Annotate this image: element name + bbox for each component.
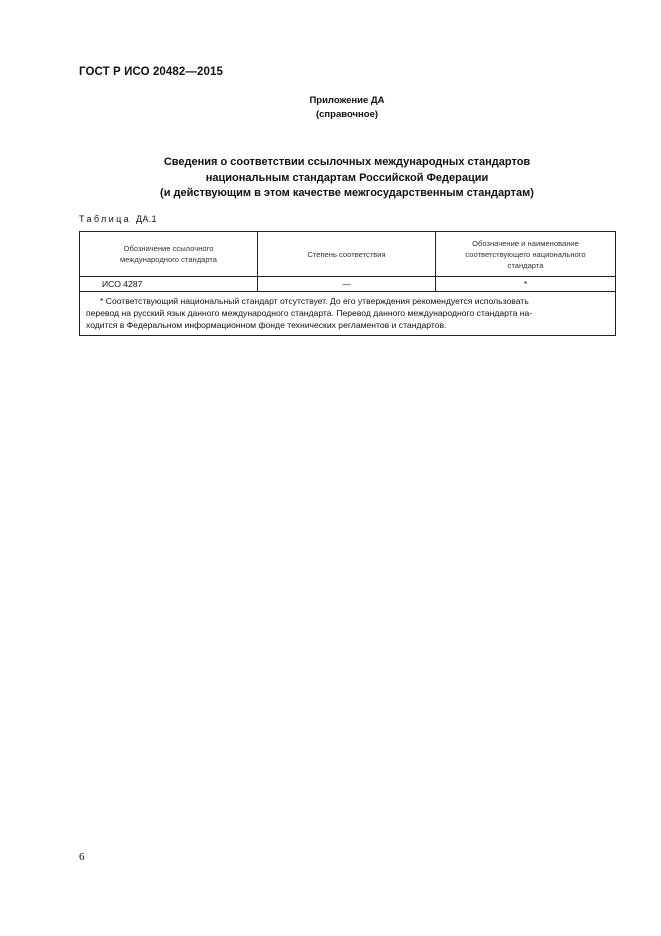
header-national-standard: Обозначение и наименование соответствующего национального стандарта xyxy=(436,232,616,277)
document-code: ГОСТ Р ИСО 20482—2015 xyxy=(79,66,224,78)
correspondence-table xyxy=(79,231,616,336)
appendix-type: (справочное) xyxy=(315,109,379,120)
title-line: (и действующим в этом качестве межгосударственным стандартам) xyxy=(160,187,534,199)
footnote-line: * Соответствующий национальный стандарт отсутствует. До его утверждения рекомендуется использовать xyxy=(100,296,529,306)
table-caption-word: Таблица xyxy=(79,214,132,224)
appendix-heading xyxy=(0,94,661,122)
footnote-line: ходится в Федеральном информационном фонде технических регламентов и стандартов. xyxy=(86,320,447,330)
footnote-line: перевод на русский язык данного международного стандарта. Перевод данного международного стандарта на- xyxy=(86,308,533,318)
table-note-row xyxy=(80,292,616,336)
header-degree-of-conformity: Степень соответствия xyxy=(258,232,436,277)
cell-reference-standard: ИСО 4287 xyxy=(80,277,258,292)
table-footnote xyxy=(80,292,616,336)
table-header-row xyxy=(80,232,616,277)
table-caption xyxy=(79,214,157,224)
cell-national-standard: * xyxy=(436,277,616,292)
title-line: национальным стандартам Российской Федерации xyxy=(205,171,489,184)
section-title xyxy=(0,155,661,202)
header-reference-standard: Обозначение ссылочного международного стандарта xyxy=(80,232,258,277)
page-number: 6 xyxy=(79,851,85,863)
table-caption-number: ДА.1 xyxy=(136,214,157,224)
appendix-label: Приложение ДА xyxy=(309,95,385,106)
cell-degree: — xyxy=(258,277,436,292)
table-row xyxy=(80,277,616,292)
title-line: Сведения о соответствии ссылочных международных стандартов xyxy=(163,156,531,168)
